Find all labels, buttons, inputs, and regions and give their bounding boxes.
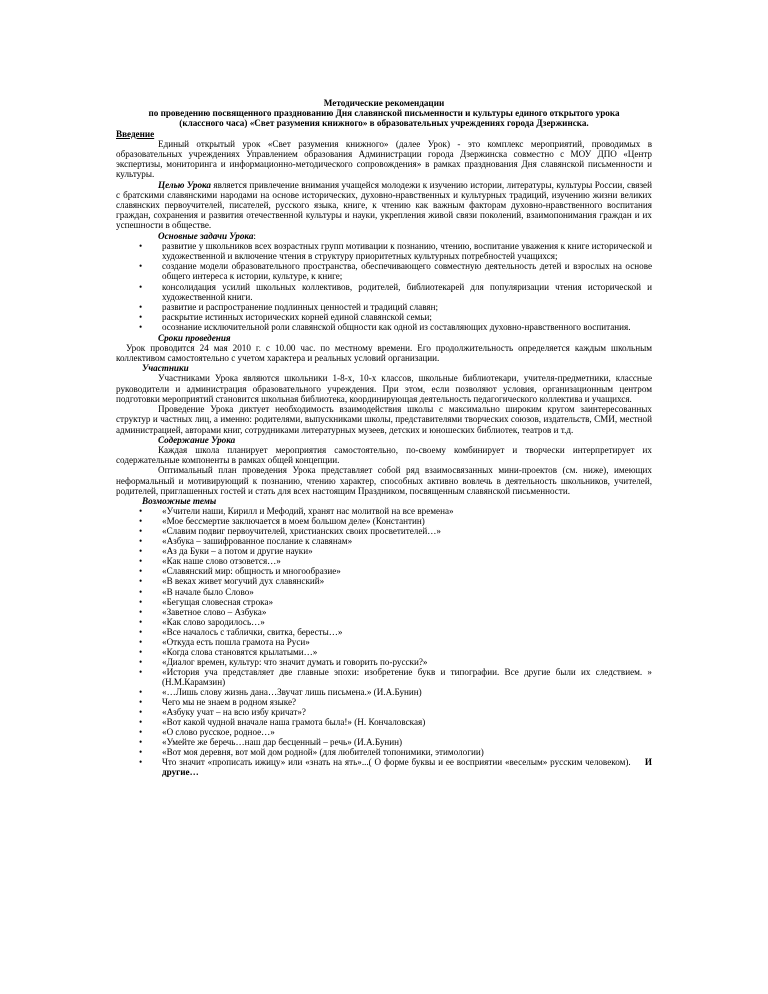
themes-heading: Возможные темы (142, 495, 217, 506)
bullet-icon: • (139, 737, 143, 748)
list-item (116, 546, 652, 556)
list-item (116, 576, 652, 586)
task-item-text: создание модели образовательного пространства, обеспечивающего совместную деятельность детей и взрослых на основе общего интереса к истории, культуре, к книге; (162, 261, 652, 282)
bullet-icon: • (139, 536, 143, 547)
dates-heading: Сроки проведения (158, 332, 231, 343)
bullet-icon: • (139, 686, 143, 697)
document-subtitle-line-1: по проведению посвященного празднованию Дня славянской письменности и культуры единого открытого урока (148, 108, 620, 119)
task-item-text: развитие у школьников всех возрастных групп мотивации к познанию, чтению, воспитание уважения к книге исторической и художественной и включение чтения в структуру приоритетных культурных потребностей учащихся; (162, 240, 652, 262)
bullet-icon: • (139, 322, 143, 333)
bullet-icon: • (139, 240, 143, 251)
bullet-icon: • (139, 717, 143, 728)
list-item (116, 717, 652, 727)
theme-list-tail: И другие… (162, 757, 653, 778)
bullet-icon: • (139, 757, 143, 768)
theme-item-text: Что значит «прописать ижицу» или «знать на ять»...( О форме буквы и ее восприятии «веселым» русским человеком). (162, 757, 631, 768)
list-item (116, 687, 652, 697)
bullet-icon: • (139, 526, 143, 537)
list-item (116, 637, 652, 647)
document-page (116, 98, 652, 777)
bullet-icon: • (139, 727, 143, 738)
list-item (116, 607, 652, 617)
bullet-icon: • (139, 697, 143, 708)
task-item-text: раскрытие истинных исторических корней единой славянской семьи; (162, 312, 432, 323)
list-item (116, 282, 652, 302)
list-item (116, 737, 652, 747)
goal-text: является привлечение внимания учащейся молодежи к изучению истории, литературы, культуры России, связей с братскими славянскими народами на основе исторических, духовно-нравственных и культурных традиций, изучению жизни великих славянских первоучителей, писателей, русского языка, книге, к чтению как важным факторам духовно-нравственного воспитания граждан, сохранения и развития отечественной культуры и науки, укрепления живой связи поколений, взаимопонимания граждан и их успешности в обществе. (116, 179, 652, 231)
list-item (116, 556, 652, 566)
content-paragraph-2: Оптимальный план проведения Урока представляет собой ряд взаимосвязанных мини-проектов (см. ниже), имеющих неформальный и мотивирующий к познанию, чтению характер, способных активно вовлечь в деятельность школьников, учителей, родителей, приглашенных гостей и стать для всех настоящим Праздником, посвященным славянской письменности. (116, 465, 652, 496)
tasks-heading: Основные задачи Урока (158, 230, 254, 241)
list-item (116, 697, 652, 707)
bullet-icon: • (139, 626, 143, 637)
list-item (116, 312, 652, 322)
list-item (116, 526, 652, 536)
list-item (116, 747, 652, 757)
bullet-icon: • (139, 616, 143, 627)
list-item (116, 757, 652, 777)
list-item (116, 667, 652, 687)
theme-item-text: «Как наше слово отзовется…» (162, 556, 281, 567)
list-item (116, 707, 652, 717)
list-item (116, 627, 652, 637)
theme-item-text: «Умейте же беречь…наш дар бесценный – речь» (И.А.Бунин) (162, 737, 403, 748)
intro-heading-row (116, 129, 652, 139)
intro-heading: Введение (116, 128, 155, 139)
bullet-icon: • (139, 656, 143, 667)
bullet-icon: • (139, 586, 143, 597)
bullet-icon: • (139, 636, 143, 647)
bullet-icon: • (139, 546, 143, 557)
document-subtitle-line-2: (классного часа) «Свет разумения книжного» в образовательных учреждениях города Дзержинска. (179, 118, 589, 129)
participants-paragraph-2: Проведение Урока диктует необходимость взаимодействия школы с максимально широким кругом заинтересованных структур и частных лиц, а именно: родителями, выпускниками школы, представителями творческих союзов, издательств, СМИ, местной администрацией, авторами книг, сотрудниками литературных музеев, детских и юношеских библиотек, театров и т.д. (116, 404, 652, 435)
task-item-text: развитие и распространение подлинных ценностей и традиций славян; (162, 302, 439, 313)
bullet-icon: • (139, 646, 143, 657)
bullet-icon: • (139, 566, 143, 577)
bullet-icon: • (139, 516, 143, 527)
theme-item-text: Чего мы не знаем в родном языке? (162, 697, 297, 708)
dates-paragraph: Урок проводится 24 мая 2010 г. с 10.00 час. по местному времени. Его продолжительность определяется каждым школьным коллективом самостоятельно с учетом характера и реальных условий организации. (116, 342, 652, 364)
bullet-icon: • (139, 302, 143, 313)
tasks-list (116, 241, 652, 333)
theme-item-text: «Бегущая словесная строка» (162, 596, 274, 607)
theme-item-text: «Как слово зародилось…» (162, 616, 265, 627)
tasks-heading-colon: : (253, 230, 256, 241)
theme-item-text: «Заветное слово – Азбука» (162, 606, 267, 617)
participants-paragraph-1: Участниками Урока являются школьники 1-8-х, 10-х классов, школьные библиотекари, учителя-предметники, классные руководители и администрация образовательного учреждения. При этом, если позволяют условия, организационным центром подготовки мероприятий становится школьная библиотека, координирующая деятельность педагогического коллектива и учащихся. (116, 373, 652, 404)
theme-item-text: «Славим подвиг первоучителей, христианских своих просветителей…» (162, 526, 441, 537)
bullet-icon: • (139, 666, 143, 677)
theme-item-text: «Азбука – зашифрованное послание к славянам» (162, 536, 353, 547)
bullet-icon: • (139, 506, 143, 517)
list-item (116, 597, 652, 607)
task-item-text: осознание исключительной роли славянской общности как одной из составляющих духовно-нравственного воспитания. (162, 322, 631, 333)
theme-item-text: «Откуда есть пошла грамота на Руси» (162, 636, 310, 647)
bullet-icon: • (139, 556, 143, 567)
theme-item-text: «История уча представляет две главные эпохи: изобретение букв и типографии. Все другие были их следствием. » (Н.М.Карамзин) (162, 666, 652, 687)
list-item (116, 241, 652, 261)
list-item (116, 261, 652, 281)
list-item (116, 322, 652, 332)
goal-label: Целью Урока (158, 179, 211, 190)
task-item-text: консолидация усилий школьных коллективов, родителей, библиотекарей для популяризации чтения исторической и художественной книги. (162, 281, 652, 302)
bullet-icon: • (139, 312, 143, 323)
bullet-icon: • (139, 261, 143, 272)
theme-item-text: «Азбуку учат – на всю избу кричат»? (162, 707, 306, 718)
list-item (116, 302, 652, 312)
theme-item-text: «В веках живет могучий дух славянский» (162, 576, 325, 587)
theme-item-text: «…Лишь слову жизнь дана…Звучат лишь письмена.» (И.А.Бунин) (162, 686, 422, 697)
bullet-icon: • (139, 596, 143, 607)
bullet-icon: • (139, 747, 143, 758)
theme-item-text: «Славянский мир: общность и многообразие» (162, 566, 341, 577)
theme-item-text: «Вот какой чудной вначале наша грамота была!» (Н. Кончаловская) (162, 717, 426, 728)
list-item (116, 657, 652, 667)
list-item (116, 536, 652, 546)
list-item (116, 587, 652, 597)
list-item (116, 506, 652, 516)
theme-item-text: «Вот моя деревня, вот мой дом родной» (для любителей топонимики, этимологии) (162, 747, 484, 758)
theme-item-text: «Аз да Буки – а потом и другие науки» (162, 546, 313, 557)
tasks-heading-row (116, 231, 652, 241)
list-item (116, 566, 652, 576)
goal-paragraph (116, 180, 652, 231)
theme-item-text: «Диалог времен, культур: что значит думать и говорить по-русски?» (162, 656, 428, 667)
list-item (116, 647, 652, 657)
theme-item-text: «Когда слова становятся крылатыми…» (162, 646, 318, 657)
bullet-icon: • (139, 606, 143, 617)
list-item (116, 727, 652, 737)
bullet-icon: • (139, 707, 143, 718)
bullet-icon: • (139, 576, 143, 587)
participants-heading: Участники (142, 363, 189, 374)
list-item (116, 516, 652, 526)
document-title: Методические рекомендации (323, 98, 445, 108)
themes-list (116, 506, 652, 777)
theme-item-text: «Мое бессмертие заключается в моем большом деле» (Константин) (162, 516, 425, 527)
theme-item-text: «Учители наши, Кирилл и Мефодий, хранят нас молитвой на все времена» (162, 506, 454, 517)
bullet-icon: • (139, 281, 143, 292)
content-heading: Содержание Урока (158, 434, 236, 445)
theme-item-text: «О слово русское, родное…» (162, 727, 275, 738)
intro-paragraph: Единый открытый урок «Свет разумения книжного» (далее Урок) - это комплекс мероприятий, проводимых в образовательных учреждениях Управлением образования Администрации города Дзержинска совместно с МОУ ДПО «Центр экспертизы, мониторинга и информационно-методического сопровождения» в рамках празднования Дня славянской письменности и культуры. (116, 138, 652, 180)
content-paragraph-1: Каждая школа планирует мероприятия самостоятельно, по-своему комбинирует и творчески интерпретирует их содержательные компоненты в рамках общей концепции. (116, 444, 652, 466)
theme-item-text: «В начале было Слово» (162, 586, 254, 597)
theme-item-text: «Все началось с таблички, свитка, бересты…» (162, 626, 343, 637)
list-item (116, 617, 652, 627)
